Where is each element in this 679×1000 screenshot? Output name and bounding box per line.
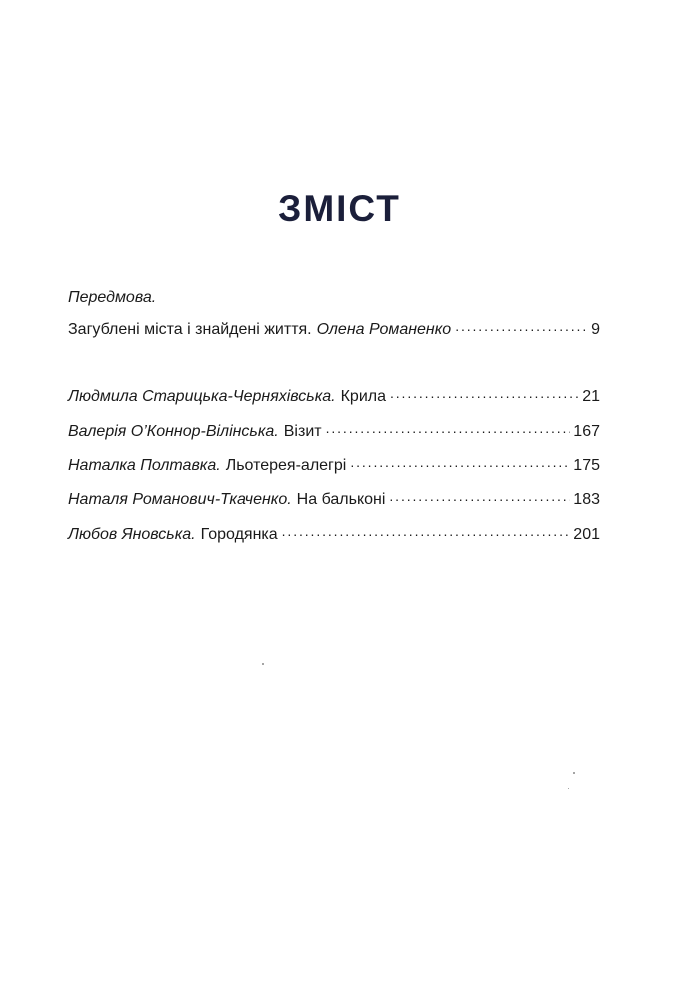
entry-title: Візит (283, 423, 322, 440)
entry-page-number: 175 (573, 457, 600, 474)
dot-leader (389, 492, 570, 504)
preface-label: Передмова. (68, 289, 157, 306)
toc-entry[interactable] (68, 387, 600, 407)
entry-title: Крила (340, 388, 386, 405)
entry-page-number: 21 (582, 388, 600, 405)
toc-entry[interactable] (68, 525, 600, 545)
entry-title: Льотерея-алегрі (225, 457, 347, 474)
dot-leader (455, 322, 588, 334)
paper-speck (568, 788, 569, 789)
entry-author: Наталя Романович-Ткаченко. (68, 491, 292, 508)
entry-title: Загублені міста і знайдені життя. (68, 321, 312, 338)
dot-leader (326, 424, 571, 436)
dot-leader (282, 527, 571, 539)
entry-title: Городянка (200, 526, 278, 543)
dot-leader (390, 389, 579, 401)
toc-entry[interactable] (68, 490, 600, 510)
entry-page-number: 167 (573, 423, 600, 440)
paper-speck (573, 772, 575, 774)
entry-page-number: 9 (591, 321, 600, 338)
dot-leader (350, 458, 570, 470)
entry-author: Любов Яновська. (68, 526, 196, 543)
entry-page-number: 183 (573, 491, 600, 508)
entry-title: На бальконі (296, 491, 386, 508)
entry-author: Олена Романенко (316, 321, 452, 338)
toc-entry-preface[interactable] (68, 320, 600, 340)
paper-speck (262, 663, 264, 665)
entry-author: Людмила Старицька-Черняхівська. (68, 388, 336, 405)
page-title: ЗМІСТ (278, 188, 401, 229)
entry-author: Валерія О’Коннор-Вілінська. (68, 423, 279, 440)
toc-entry[interactable] (68, 456, 600, 476)
entry-author: Наталка Полтавка. (68, 457, 221, 474)
toc-entry[interactable] (68, 422, 600, 442)
entry-page-number: 201 (573, 526, 600, 543)
